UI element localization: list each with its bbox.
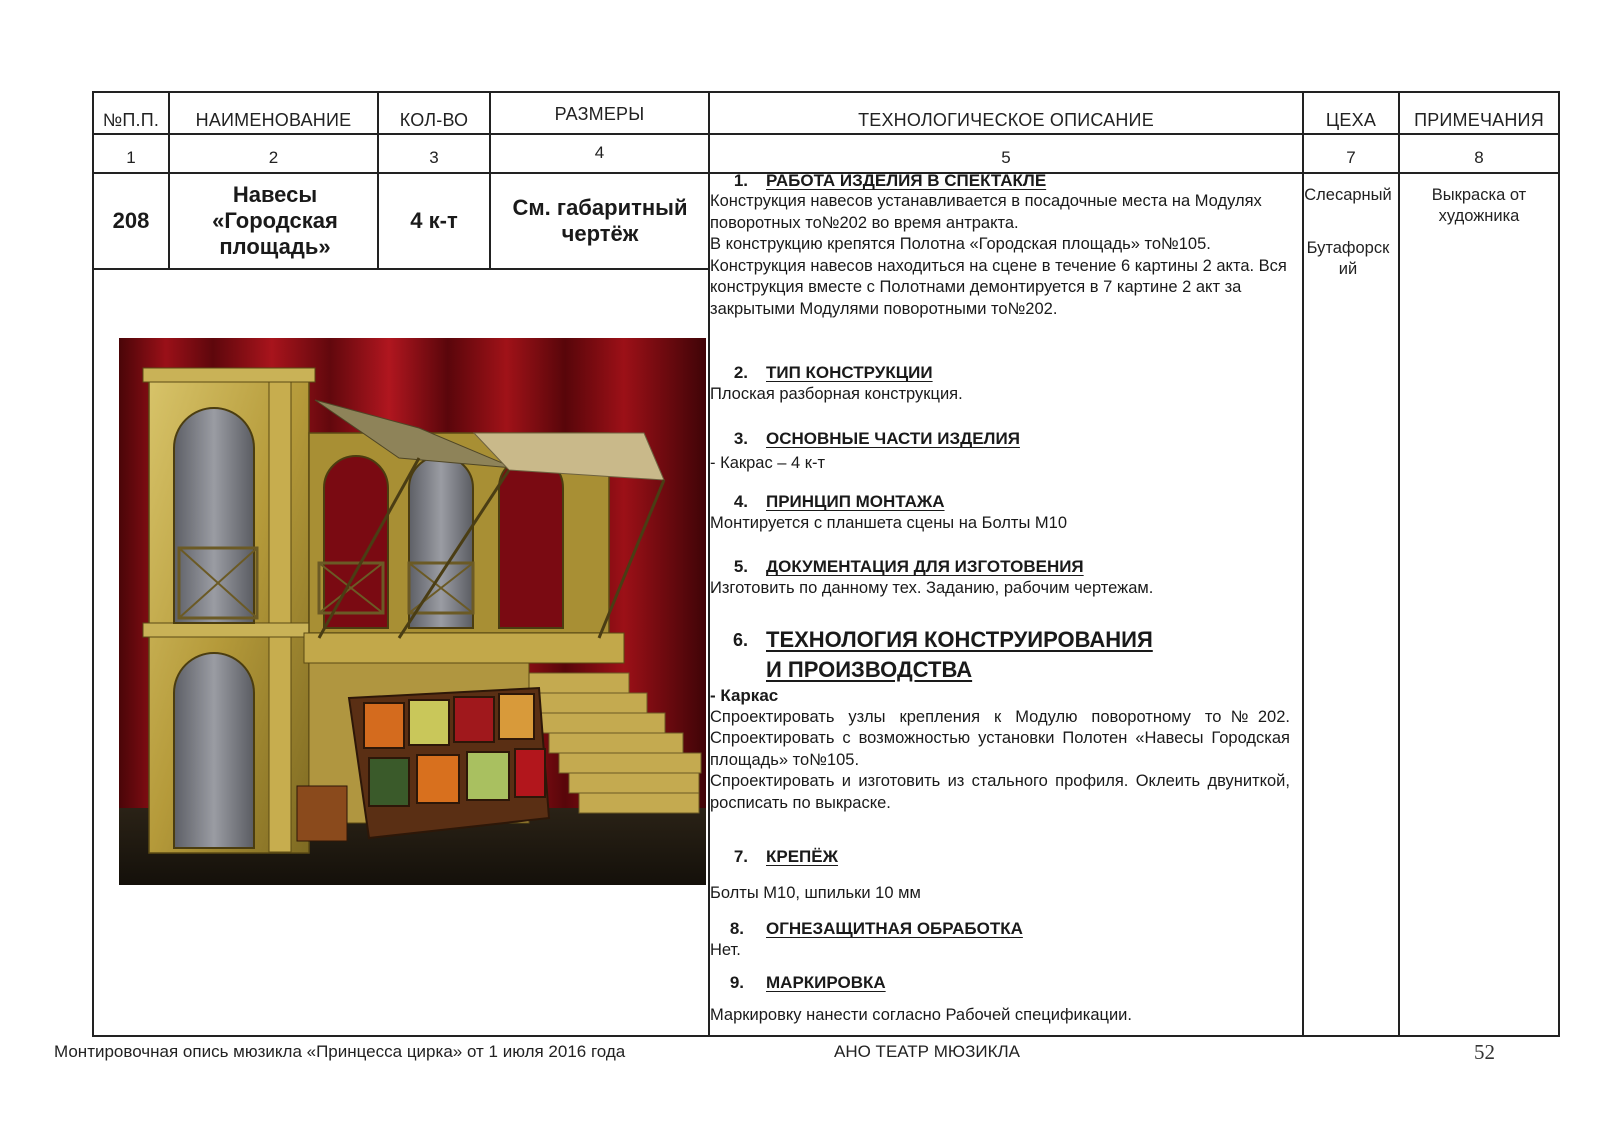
- notes-text: Выкраска от художника: [1431, 186, 1527, 225]
- column-number-4: 4: [594, 143, 605, 162]
- footer-organization: АНО ТЕАТР МЮЗИКЛА: [834, 1042, 1020, 1061]
- section-8-title: ОГНЕЗАЩИТНАЯ ОБРАБОТКА: [766, 919, 1023, 938]
- section-4-title: ПРИНЦИП МОНТАЖА: [766, 492, 945, 511]
- section-3-number: 3.: [733, 429, 748, 448]
- section-work: [710, 170, 1290, 320]
- section-mounting: [710, 491, 1290, 535]
- section-2-text: Плоская разборная конструкция.: [710, 385, 963, 403]
- section-2-title: ТИП КОНСТРУКЦИИ: [766, 363, 933, 382]
- section-fireproofing: [710, 918, 1290, 962]
- section-3-title: ОСНОВНЫЕ ЧАСТИ ИЗДЕЛИЯ: [766, 429, 1020, 448]
- section-6-paragraph-1: Спроектировать узлы крепления к Модулю поворотному то№202. Спроектировать с возможностью установки Полотен «Навесы Городская площадь» то№105.: [710, 707, 1290, 769]
- item-quantity: 4 к-т: [410, 207, 458, 233]
- table-border-bottom: [92, 1035, 1560, 1037]
- item-row-divider: [92, 268, 709, 270]
- section-8-text: Нет.: [710, 941, 741, 959]
- header-notes: ПРИМЕЧАНИЯ: [1414, 109, 1544, 130]
- workshop-props: Бутафорский: [1306, 239, 1390, 278]
- section-7-title: КРЕПЁЖ: [766, 847, 839, 866]
- section-4-text: Монтируется с планшета сцены на Болты М10: [710, 514, 1067, 532]
- column-number-8: 8: [1474, 148, 1484, 167]
- section-1-paragraph-2: В конструкцию крепятся Полотна «Городская площадь» то№105. Конструкция навесов находиться на сцене в течение 6 картины 2 акта. Вся конструкция вместе с Полотнами демонтируется в 7 картине 2 акт за закрытыми Модулями поворотными то№202.: [710, 235, 1287, 318]
- section-8-number: 8.: [729, 919, 744, 938]
- column-number-3: 3: [429, 148, 439, 167]
- col-divider-6: [1398, 91, 1400, 1036]
- column-number-2: 2: [268, 148, 279, 167]
- header-workshops: ЦЕХА: [1325, 109, 1377, 130]
- section-9-title: МАРКИРОВКА: [766, 973, 886, 992]
- section-5-number: 5.: [733, 557, 748, 576]
- page-number: 52: [1474, 1040, 1495, 1064]
- column-number-1: 1: [126, 148, 136, 167]
- table-border-right: [1558, 91, 1560, 1036]
- section-technology: [710, 625, 1290, 814]
- col-divider-5: [1302, 91, 1304, 1036]
- table-border-top: [92, 91, 1560, 93]
- section-type: [710, 362, 1290, 406]
- column-number-5: 5: [1001, 148, 1011, 167]
- header-description: ТЕХНОЛОГИЧЕСКОЕ ОПИСАНИЕ: [858, 109, 1154, 130]
- item-size: См. габаритный чертёж: [512, 194, 688, 246]
- section-6-number: 6.: [732, 630, 748, 650]
- item-name: Навесы «Городская площадь»: [212, 181, 338, 259]
- item-number: 208: [112, 207, 150, 233]
- section-6-title-line-2: И ПРОИЗВОДСТВА: [766, 657, 973, 682]
- section-9-text: Маркировку нанести согласно Рабочей спецификации.: [710, 1006, 1132, 1024]
- section-2-number: 2.: [733, 363, 748, 382]
- header-size: РАЗМЕРЫ: [554, 103, 645, 124]
- header-name: НАИМЕНОВАНИЕ: [195, 109, 352, 130]
- section-marking: [710, 972, 1290, 1027]
- section-4-number: 4.: [733, 492, 748, 511]
- section-parts: [710, 428, 1290, 475]
- section-6-title-line-1: ТЕХНОЛОГИЯ КОНСТРУИРОВАНИЯ: [766, 627, 1153, 652]
- section-1-title: РАБОТА ИЗДЕЛИЯ В СПЕКТАКЛЕ: [766, 171, 1047, 190]
- section-6-paragraph-2: Спроектировать и изготовить из стального профиля. Оклеить двуниткой, росписать по выкраске.: [710, 772, 1290, 812]
- header-number: №П.П.: [102, 109, 160, 130]
- column-number-7: 7: [1346, 148, 1356, 167]
- header-quantity: КОЛ-ВО: [399, 109, 469, 130]
- section-6-subtitle: - Каркас: [710, 686, 779, 705]
- footer-document-title: Монтировочная опись мюзикла «Принцесса цирка» от 1 июля 2016 года: [54, 1042, 626, 1061]
- section-documentation: [710, 556, 1290, 600]
- section-1-number: 1.: [733, 171, 748, 190]
- section-1-paragraph-1: Конструкция навесов устанавливается в посадочные места на Модулях поворотных то№202 во время антракта.: [710, 192, 1262, 232]
- section-7-number: 7.: [733, 847, 748, 866]
- section-3-text: - Какрас – 4 к-т: [710, 454, 826, 472]
- section-9-number: 9.: [729, 973, 744, 992]
- stage-set-rendering: [119, 338, 706, 885]
- section-fasteners: [710, 846, 1290, 905]
- section-5-text: Изготовить по данному тех. Заданию, рабочим чертежам.: [710, 579, 1154, 597]
- workshop-locksmith: Слесарный: [1304, 186, 1392, 204]
- section-5-title: ДОКУМЕНТАЦИЯ ДЛЯ ИЗГОТОВЕНИЯ: [766, 557, 1084, 576]
- section-7-text: Болты М10, шпильки 10 мм: [710, 884, 921, 902]
